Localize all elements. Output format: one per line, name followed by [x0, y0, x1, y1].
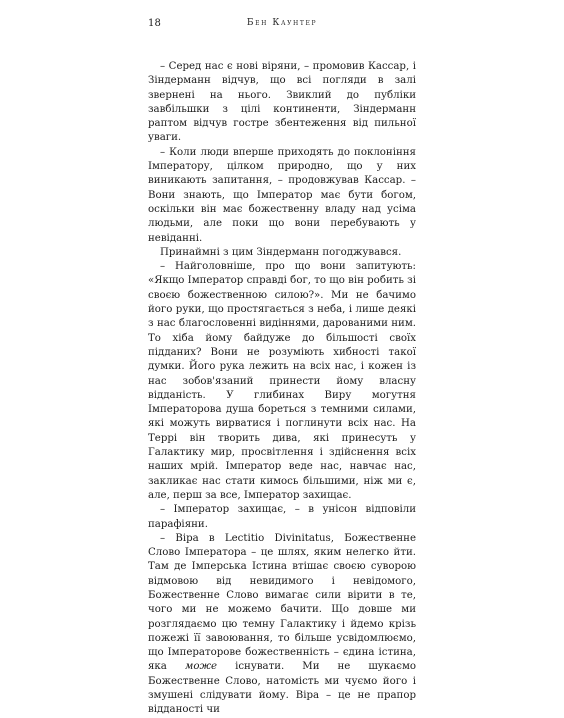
page-number: 18: [148, 18, 162, 29]
paragraph: Принаймні з цим Зіндерманн погоджувався.: [160, 246, 402, 258]
paragraph-text: існувати. Ми не шукаємо Божественне Слово, натомість ми чуємо його і змушені слідувати йому. Віра – це не прапор відданості чи: [148, 661, 416, 716]
paragraph: – Серед нас є нові віряни, – промовив Кассар, і Зіндерманн відчув, що всі погляди в залі звернені на нього. Звиклий до публіки завбільшки з цілі континенти, Зіндерманн раптом відчув гостре збентеження від пильної уваги.: [148, 61, 416, 144]
paragraph: – Найголовніше, про що вони запитують: «Якщо Імператор справді бог, то що він робить зі своєю божественною силою?». Ми не бачимо його руки, що простягається з неба, і лише деякі з нас благословенні видіннями, дарованими ним. То хіба йому байдуже до більшості своїх підданих? Вони не розуміють хибності такої думки. Його рука лежить на всіх нас, і кожен із нас зобов'язаний принести йому власну відданість. У глибинах Виру могутня Імператорова душа бореться з темними силами, які можуть вирватися і поглинути всіх нас. На Террі він творить дива, які принесуть у Галактику мир, просвітлення і здійснення всіх наших мрій. Імператор веде нас, навчає нас, закликає нас стати кимось більшими, ніж ми є, але, перш за все, Імператор захищає.: [148, 261, 416, 501]
running-header: [148, 18, 416, 32]
paragraph: [148, 532, 416, 718]
emphasis-text: може: [184, 661, 218, 673]
running-title: Бен Каунтер: [246, 18, 318, 28]
paragraph-text: – Віра в Lectitio Divinitatus, Божественне Слово Імператора – це шлях, яким нелегко йти. Там де Імперська Істина втішає своєю суворою відмовою від невидимого і невідомого, Божественне Слово вимагає сили вірити в те, чого ми не можемо бачити. Що довше ми розглядаємо цю темну Галактику і йдемо крізь пожежі її завоювання, то більше усвідомлюємо, що Імператорове божественність – єдина істина, яка: [148, 532, 416, 673]
body-text: [148, 60, 416, 718]
paragraph: – Коли люди вперше приходять до поклоніння Імператору, цілком природно, що у них виникають запитання, – продовжував Кассар. – Вони знають, що Імператор має бути богом, оскільки він має божественну владу над усіма людьми, але поки що вони перебувають у невіданні.: [148, 146, 416, 244]
paragraph: – Імператор захищає, – в унісон відповіли парафіяни.: [148, 504, 416, 530]
